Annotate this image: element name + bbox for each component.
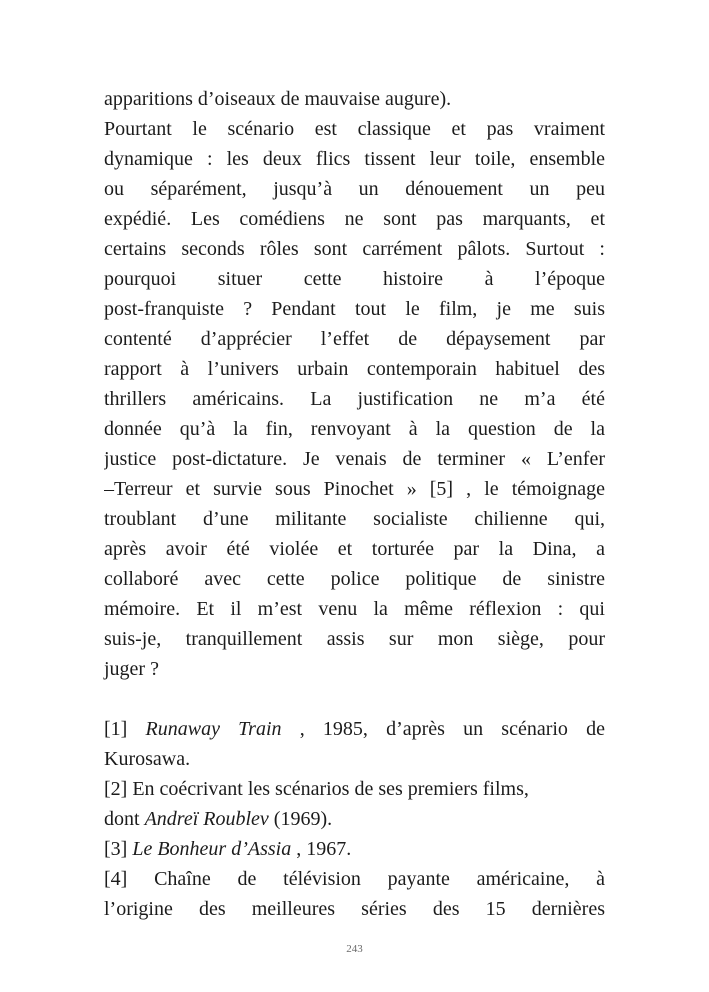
body-line: contenté d’apprécier l’effet de dépaysement par <box>104 328 605 350</box>
body-line: expédié. Les comédiens ne sont pas marquants, et <box>104 208 605 230</box>
body-line: –Terreur et survie sous Pinochet » [5] , le témoignage <box>104 478 605 500</box>
page-text <box>104 84 605 924</box>
footnote-4-continuation: l’origine des meilleures séries des 15 dernières <box>104 898 605 920</box>
footnote-title: Le Bonheur d’Assia <box>132 838 292 860</box>
body-line: donnée qu’à la fin, renvoyant à la question de la <box>104 418 605 440</box>
body-line: juger ? <box>104 658 159 680</box>
footnote-text: , 1967. <box>291 838 352 860</box>
body-line: post-franquiste ? Pendant tout le film, je me suis <box>104 298 605 320</box>
footnote-3 <box>104 834 605 864</box>
footnote-2: [2] En coécrivant les scénarios de ses premiers films, <box>104 778 529 800</box>
body-line: rapport à l’univers urbain contemporain habituel des <box>104 358 605 380</box>
body-line: suis-je, tranquillement assis sur mon siège, pour <box>104 628 605 650</box>
footnote-text: dont <box>104 808 145 830</box>
body-line: apparitions d’oiseaux de mauvaise augure). <box>104 88 452 110</box>
footnote-1 <box>104 714 605 744</box>
body-line: pourquoi situer cette histoire à l’époque <box>104 268 605 290</box>
footnote-marker: [3] <box>104 838 133 860</box>
footnote-title: Andreï Roublev <box>144 808 269 830</box>
footnote-text: (1969). <box>268 808 333 830</box>
footnote-text: , 1985, d’après un scénario de <box>281 718 605 740</box>
body-line: Pourtant le scénario est classique et pas vraiment <box>104 118 605 140</box>
footnote-2-continuation <box>104 804 605 834</box>
body-line: troublant d’une militante socialiste chilienne qui, <box>104 508 605 530</box>
body-line: après avoir été violée et torturée par la Dina, a <box>104 538 605 560</box>
body-line: mémoire. Et il m’est venu la même réflexion : qui <box>104 598 605 620</box>
body-line: ou séparément, jusqu’à un dénouement un peu <box>104 178 605 200</box>
footnote-marker: [1] <box>104 718 146 740</box>
body-line: thrillers américains. La justification ne m’a été <box>104 388 605 410</box>
footnote-1-continuation: Kurosawa. <box>104 748 191 770</box>
body-line: dynamique : les deux flics tissent leur toile, ensemble <box>104 148 605 170</box>
body-line: certains seconds rôles sont carrément pâlots. Surtout : <box>104 238 605 260</box>
paragraph-spacer <box>104 684 605 714</box>
page-number: 243 <box>346 943 363 955</box>
footnote-title: Runaway Train <box>145 718 282 740</box>
body-line: justice post-dictature. Je venais de terminer « L’enfer <box>104 448 605 470</box>
footnote-4: [4] Chaîne de télévision payante américaine, à <box>104 868 605 890</box>
body-line: collaboré avec cette police politique de sinistre <box>104 568 605 590</box>
